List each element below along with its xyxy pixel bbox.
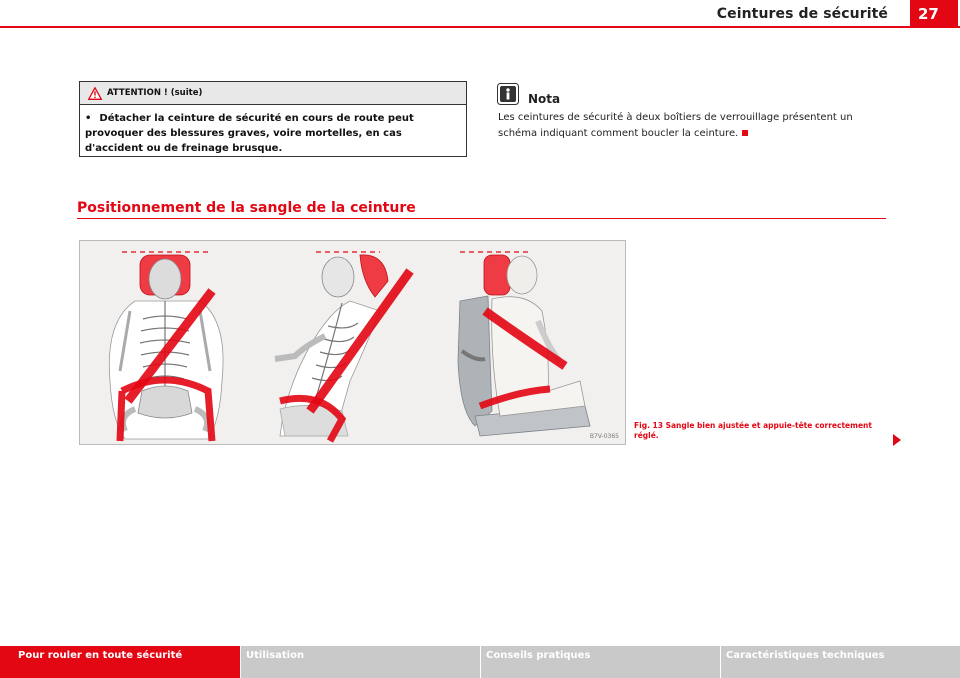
warning-title: ATTENTION ! (suite)	[107, 88, 203, 98]
footer-tab-operation[interactable]: Utilisation	[240, 646, 480, 678]
header-rule	[0, 26, 960, 28]
warning-text: Détacher la ceinture de sécurité en cours de route peut provoquer des blessures graves, voire mortelles, en cas d'accident ou de freinage brusque.	[85, 113, 414, 154]
warning-header	[80, 82, 466, 105]
side-view-seated-figure	[458, 252, 590, 436]
seatbelt-illustration	[79, 240, 626, 445]
page-header	[0, 0, 960, 30]
page-number: 27	[910, 0, 958, 28]
note-title: Nota	[528, 92, 561, 106]
note-text-block	[498, 110, 888, 142]
bullet: •	[85, 113, 92, 124]
footer-tab-technical-data[interactable]: Caractéristiques techniques	[720, 646, 960, 678]
footer-nav	[0, 646, 960, 678]
info-icon	[497, 83, 519, 105]
chapter-title: Ceintures de sécurité	[716, 6, 888, 22]
section-title: Positionnement de la sangle de la ceinture	[77, 200, 416, 216]
front-view-figure	[109, 252, 223, 441]
side-view-skeleton-figure	[275, 252, 410, 441]
next-page-arrow-icon[interactable]	[893, 434, 901, 446]
note-text: Les ceintures de sécurité à deux boîtiers de verrouillage présentent un schéma indiquant comment boucler la ceinture.	[498, 112, 853, 139]
figure-code: B7V-0365	[589, 433, 619, 440]
section-rule	[77, 218, 886, 219]
seatbelt-illustration-drawing	[80, 241, 626, 445]
end-of-section-marker	[742, 130, 748, 136]
warning-triangle-icon	[88, 87, 102, 100]
footer-tab-safety[interactable]: Pour rouler en toute sécurité	[0, 646, 240, 678]
footer-tab-practical-tips[interactable]: Conseils pratiques	[480, 646, 720, 678]
figure-caption: Fig. 13 Sangle bien ajustée et appuie-tête correctement réglé.	[634, 421, 872, 440]
warning-box	[79, 81, 467, 157]
warning-text-block	[80, 105, 466, 156]
